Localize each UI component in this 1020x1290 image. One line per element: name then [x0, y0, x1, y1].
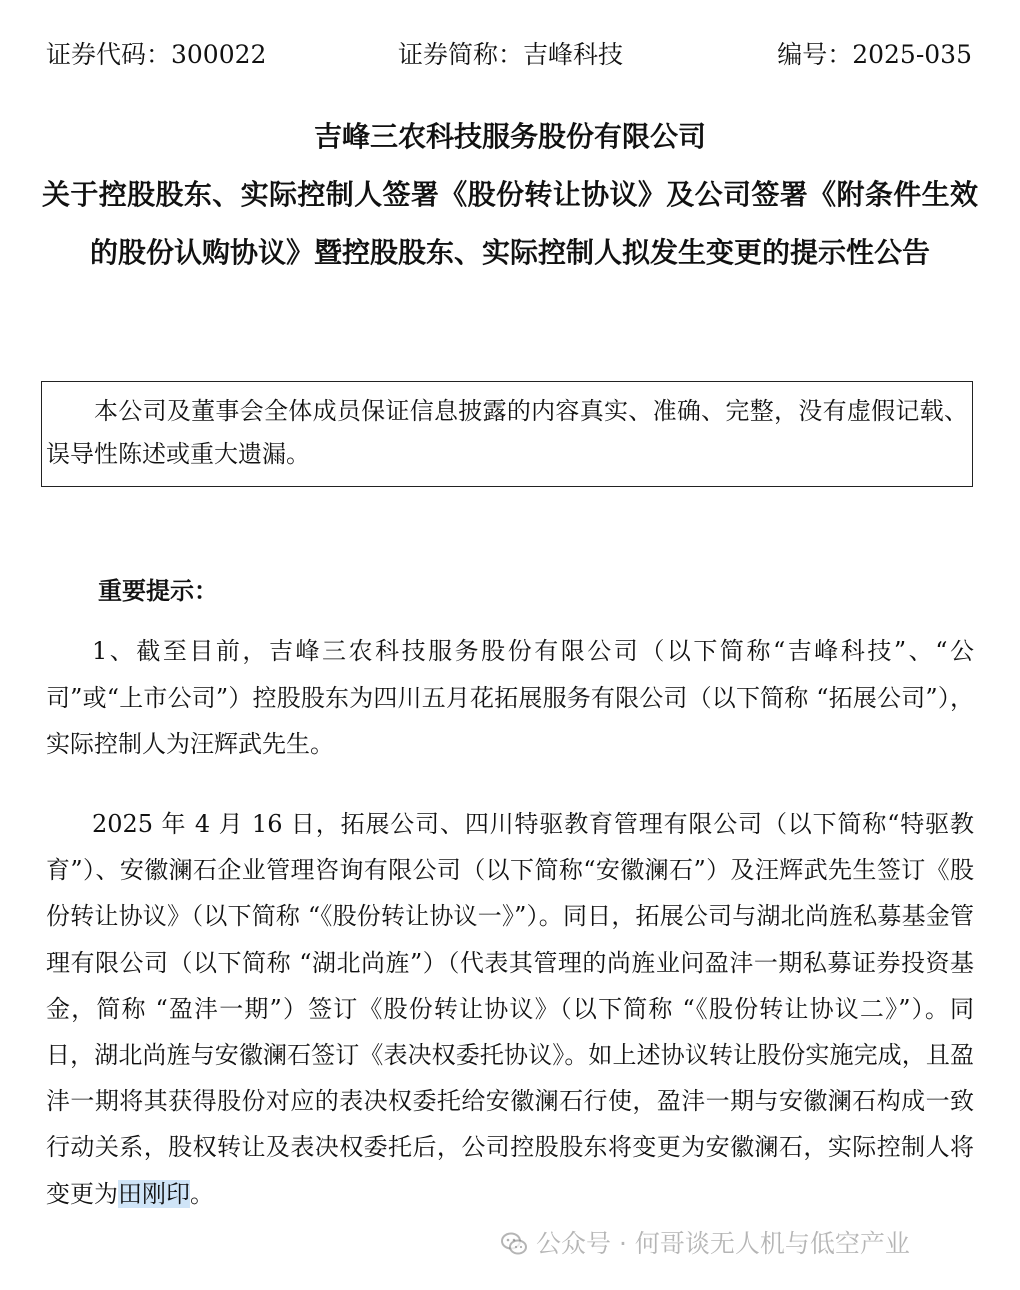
security-code: 证券代码：300022	[46, 40, 267, 69]
note-paragraph-2	[46, 801, 974, 1217]
wechat-icon	[500, 1230, 528, 1258]
announcement-title: 关于控股股东、实际控制人签署《股份转让协议》及公司签署《附条件生效的股份认购协议》暨控股股东、实际控制人拟发生变更的提示性公告	[42, 178, 978, 269]
board-guarantee-notice: 本公司及董事会全体成员保证信息披露的内容真实、准确、完整，没有虚假记载、误导性陈述或重大遗漏。	[41, 381, 973, 487]
selected-text-highlight[interactable]: 田刚印	[118, 1179, 190, 1208]
company-title: 吉峰三农科技服务股份有限公司	[313, 120, 706, 153]
note-paragraph-2-end: 。	[190, 1179, 214, 1208]
announcement-number: 编号：2025-035	[777, 40, 972, 69]
note-paragraph-2-main: 2025 年 4 月 16 日，拓展公司、四川特驱教育管理有限公司（以下简称“特驱教育”）、安徽澜石企业管理咨询有限公司（以下简称“安徽澜石”）及汪辉武先生签订《股份转让协议》（以下简称 “《股份转让协议一》”）。同日，拓展公司与湖北尚旌私募基金管理有限公司（以下简称 “湖北尚旌”）（代表其管理的尚旌业问盈沣一期私募证券投资基金，简称 “盈沣一期”）签订《股份转让协议》（以下简称 “《股份转让协议二》”）。同日，湖北尚旌与安徽澜石签订《表决权委托协议》。如上述协议转让股份实施完成，且盈沣一期将其获得股份对应的表决权委托给安徽澜石行使，盈沣一期与安徽澜石构成一致行动关系，股权转让及表决权委托后，公司控股股东将变更为安徽澜石，实际控制人将变更为	[46, 810, 974, 1208]
watermark-text: 公众号 · 何哥谈无人机与低空产业	[536, 1229, 910, 1258]
important-notes-heading: 重要提示：	[98, 576, 218, 605]
header-row	[46, 38, 972, 72]
security-short-name: 证券简称：吉峰科技	[398, 40, 624, 69]
note-paragraph-1: 1、截至目前，吉峰三农科技服务股份有限公司（以下简称“吉峰科技”、“公司”或“上市公司”）控股股东为四川五月花拓展服务有限公司（以下简称 “拓展公司”），实际控制人为汪辉武先生。	[46, 637, 974, 758]
watermark	[500, 1224, 910, 1264]
